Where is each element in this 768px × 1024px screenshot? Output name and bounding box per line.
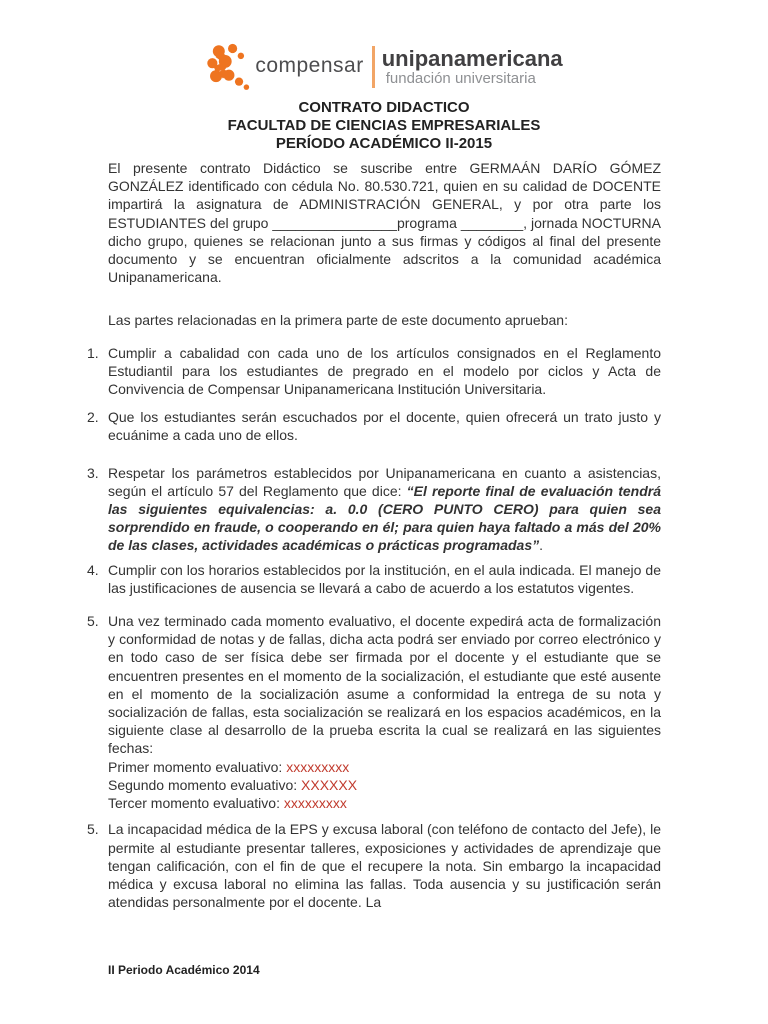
clause-2 <box>87 408 661 444</box>
page-footer: II Periodo Académico 2014 <box>108 963 260 977</box>
logo-divider <box>372 46 375 88</box>
clause-5-body: Una vez terminado cada momento evaluativo, el docente expedirá acta de formalización y conformidad de notas y de fallas, dicha acta podrá ser enviado por correo electrónico y en todo caso de ser física debe ser firmada por el docente y el estudiante que se encuentren presentes en el momento de la socialización, el estudiante que esté ausente en el momento de la socialización asume a conformidad la entrega de su nota y socialización de fallas, esta socialización se realizará en los espacios académicos, en la siguiente clase al desarrollo de la prueba escrita la cual se realizará en las siguientes fechas: <box>108 613 661 757</box>
clause-3-lead: Respetar los parámetros establecidos por Unipanamericana en cuanto a asistencias, según el artículo 57 del Reglamento que dice: <box>108 464 661 499</box>
clause-3-tail: . <box>539 537 544 554</box>
title-line-2: FACULTAD DE CIENCIAS EMPRESARIALES <box>227 117 541 134</box>
clause-2-number: 2. <box>87 409 99 426</box>
clause-3-number: 3. <box>87 464 99 481</box>
clause-3-text <box>108 464 661 555</box>
clause-5-duplicate-number: 5. <box>87 821 99 838</box>
second-evaluation-date-line <box>108 776 661 794</box>
university-logo <box>0 42 768 92</box>
intro-paragraph: El presente contrato Didáctico se suscribe entre GERMAÁN DARÍO GÓMEZ GONZÁLEZ identificado con cédula No. 80.530.721, quien en su calidad de DOCENTE impartirá la asignatura de ADMINISTRACIÓN GENERAL, y por otra parte los ESTUDIANTES del grupo ________________programa ________, jornada NOCTURNA dicho grupo, quienes se relacionan junto a sus firmas y códigos al final del presente documento y se encuentran oficialmente adscritos a la comunidad académica Unipanamericana. <box>108 160 661 286</box>
logo-compensar-text: compensar <box>255 54 364 77</box>
clause-1-number: 1. <box>87 344 99 361</box>
clause-5-text <box>108 612 661 812</box>
third-evaluation-label: Tercer momento evaluativo: <box>108 795 284 812</box>
clause-5-number: 5. <box>87 613 99 630</box>
first-evaluation-label: Primer momento evaluativo: <box>108 758 287 775</box>
approval-lead-line: Las partes relacionadas en la primera parte de este documento aprueban: <box>108 312 568 329</box>
document-header <box>0 0 768 92</box>
title-line-3: PERÍODO ACADÉMICO II-2015 <box>275 135 493 152</box>
clause-4-number: 4. <box>87 561 99 578</box>
compensar-dots-icon <box>205 42 251 90</box>
clause-5 <box>87 612 661 812</box>
logo-institution-subtitle: fundación universitaria <box>385 70 536 87</box>
clause-5-duplicate <box>87 820 661 911</box>
clause-1 <box>87 344 661 399</box>
clause-5-duplicate-text: La incapacidad médica de la EPS y excusa laboral (con teléfono de contacto del Jefe), le permite al estudiante presentar talleres, exposiciones y actividades de aprendizaje que tengan calificación, con el fin de que el recupere la nota. Sin embargo la incapacidad médica y excusa laboral no elimina las fallas. Toda ausencia y su justificación serán atendidas personalmente por el docente. La <box>108 821 661 911</box>
title-line-1: CONTRATO DIDACTICO <box>298 99 470 116</box>
first-evaluation-placeholder: xxxxxxxxx <box>286 758 350 775</box>
third-evaluation-placeholder: xxxxxxxxx <box>283 795 347 812</box>
document-title <box>0 99 768 153</box>
document-body <box>0 159 768 911</box>
clause-3 <box>87 464 661 555</box>
second-evaluation-placeholder: XXXXXX <box>301 776 358 793</box>
clause-2-text: Que los estudiantes serán escuchados por el docente, quien ofrecerá un trato justo y ecuánime a cada uno de ellos. <box>108 409 661 444</box>
logo-institution-name: unipanamericana <box>381 46 563 71</box>
clause-1-text: Cumplir a cabalidad con cada uno de los artículos consignados en el Reglamento Estudiantil para los estudiantes de pregrado en el modelo por ciclos y Acta de Convivencia de Compensar Unipanamericana Institución Universitaria. <box>108 344 661 398</box>
logo-institution-block <box>382 42 563 88</box>
third-evaluation-date-line <box>108 794 661 812</box>
second-evaluation-label: Segundo momento evaluativo: <box>108 776 302 793</box>
clause-3-regulation-quote: “El reporte final de evaluación tendrá las siguientes equivalencias: a. 0.0 (CERO PUNTO CERO) para quien sea sorprendido en fraude, o cooperando en él; para quien haya faltado a más del 20% de las clases, actividades académicas o prácticas programadas” <box>108 482 661 554</box>
first-evaluation-date-line <box>108 758 661 776</box>
clause-4 <box>87 561 661 597</box>
clause-4-text: Cumplir con los horarios establecidos por la institución, en el aula indicada. El manejo de las justificaciones de ausencia se llevará a cabo de acuerdo a los estatutos vigentes. <box>108 561 661 596</box>
